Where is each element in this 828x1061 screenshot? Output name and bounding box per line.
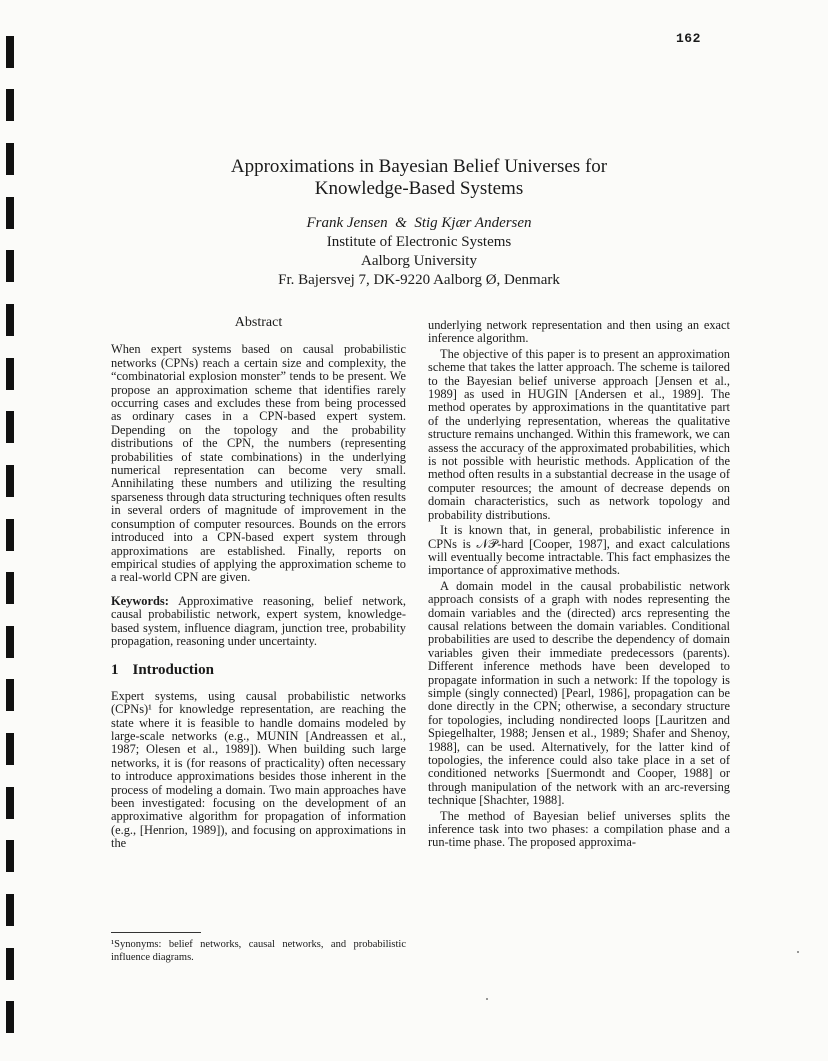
scan-speck — [486, 998, 488, 1000]
binder-mark — [6, 679, 14, 711]
section-number: 1 — [111, 662, 119, 679]
keywords-text: Approximative reasoning, belief network, causal probabilistic network, expert system, knowledge-based system, influence diagram, junction tree, probability propagation, reasoning under uncertainty. — [111, 593, 406, 648]
author-university: Aalborg University — [361, 253, 477, 269]
abstract-text: When expert systems based on causal probabilistic networks (CPNs) reach a certain size and complexity, the “combinatorial explosion monster” tends to be present. We propose an approximation scheme that identifies rarely occurring cases and excludes these from being processed as ordinary cases in a CPN-based expert system. Depending on the topology and the probability distributions of the CPN, the numbers (representing probabilities of state combinations) in the underlying numerical representation can become very small. Annihilating these numbers and utilizing the resulting sparseness through data structuring techniques often results in several orders of magnitude of improvement in the consumption of computer resources. Bounds on the errors introduced into a CPN-based expert system through approximations are established. Finally, reports on empirical studies of applying the approximation scheme to a real-world CPN are given. — [111, 342, 406, 585]
binder-mark — [6, 948, 14, 980]
binder-mark — [6, 840, 14, 872]
paper-title — [0, 156, 828, 200]
page-number: 162 — [676, 31, 701, 46]
section-title: Introduction — [132, 662, 214, 679]
binder-mark — [6, 304, 14, 336]
right-paragraph-5: The method of Bayesian belief universes splits the inference task into two phases: a compilation phase and a run-time phase. The proposed approxima- — [428, 808, 730, 850]
author-names: Frank Jensen & Stig Kjær Andersen — [306, 215, 532, 231]
binder-mark — [6, 519, 14, 551]
right-column — [428, 319, 730, 850]
right-paragraph-4: A domain model in the causal probabilistic network approach consists of a graph with nodes representing the domain variables and the (directed) arcs representing the causal relations between the domain variables. Conditional probabilities are used to describe the dependency of domain variables given their immediate predecessors (parents). Different inference methods have been developed to propagate information in such a network: If the topology is simple (singly connected) [Pearl, 1986], propagation can be done directly in the CPN; otherwise, a secondary structure for topologies, including nondirected loops [Lauritzen and Spiegelhalter, 1988; Jensen et al., 1989; Shafer and Shenoy, 1988], can be used. Alternatively, for the latter kind of topologies, the inference could also take place in a set of conditioned networks [Suermondt and Cooper, 1988] or through manipulation of the network with an arc-reversing technique [Shachter, 1988]. — [428, 578, 730, 808]
left-column — [111, 316, 406, 851]
binder-mark — [6, 1001, 14, 1033]
author-address: Fr. Bajersvej 7, DK-9220 Aalborg Ø, Denmark — [278, 272, 560, 288]
section-heading — [111, 664, 406, 677]
binder-mark — [6, 36, 14, 68]
footnote-rule — [111, 932, 201, 933]
binder-mark — [6, 787, 14, 819]
keywords-label: Keywords: — [111, 593, 169, 608]
binder-mark — [6, 411, 14, 443]
introduction-text: Expert systems, using causal probabilistic networks (CPNs)¹ for knowledge representation, are reaching the state where it is feasible to handle domains modeled by large-scale networks (e.g., MUNIN [Andreassen et al., 1987; Olesen et al., 1989]). When building such large networks, it is (for reasons of practicality) often necessary to introduce approximations besides those inherent in the process of modeling a domain. Two main approaches have been investigated: focusing on the development of an approximative algorithm for propagation of information (e.g., [Henrion, 1989]), and focusing on approximations in the — [111, 688, 406, 851]
binder-mark — [6, 572, 14, 604]
title-line-2: Knowledge-Based Systems — [314, 178, 524, 199]
binder-mark — [6, 465, 14, 497]
abstract-heading: Abstract — [234, 315, 283, 330]
binder-mark — [6, 626, 14, 658]
title-line-1: Approximations in Bayesian Belief Universes for — [230, 156, 608, 177]
right-paragraph-1: underlying network representation and then using an exact inference algorithm. — [428, 318, 730, 346]
keywords-paragraph — [111, 595, 406, 649]
binder-mark — [6, 733, 14, 765]
binder-mark — [6, 894, 14, 926]
binder-mark — [6, 89, 14, 121]
scan-speck — [797, 951, 799, 953]
author-affiliation: Institute of Electronic Systems — [326, 234, 512, 250]
footnote: ¹Synonyms: belief networks, causal networks, and probabilistic influence diagrams. — [111, 939, 406, 963]
right-paragraph-2: The objective of this paper is to present an approximation scheme that takes the latter approach. The scheme is tailored to the Bayesian belief universe approach [Jensen et al., 1989] as used in HUGIN [Andersen et al., 1989]. The method operates by approximations in the quantitative part of the underlying representation, whereas the qualitative structure remains unchanged. Within this framework, we can assess the accuracy of the approximated probabilities, which is not possible with heuristic methods. Application of the method often results in a substantial decrease in the usage of computer resources; the amount of decrease depends on domain characteristics, such as network topology and probability distributions. — [428, 346, 730, 522]
right-paragraph-3: It is known that, in general, probabilistic inference in CPNs is 𝒩𝒫-hard [Cooper, 1987], and exact calculations will eventually become intractable. This fact emphasizes the importance of approximative methods. — [428, 523, 730, 578]
binder-mark — [6, 358, 14, 390]
author-block — [0, 214, 828, 290]
